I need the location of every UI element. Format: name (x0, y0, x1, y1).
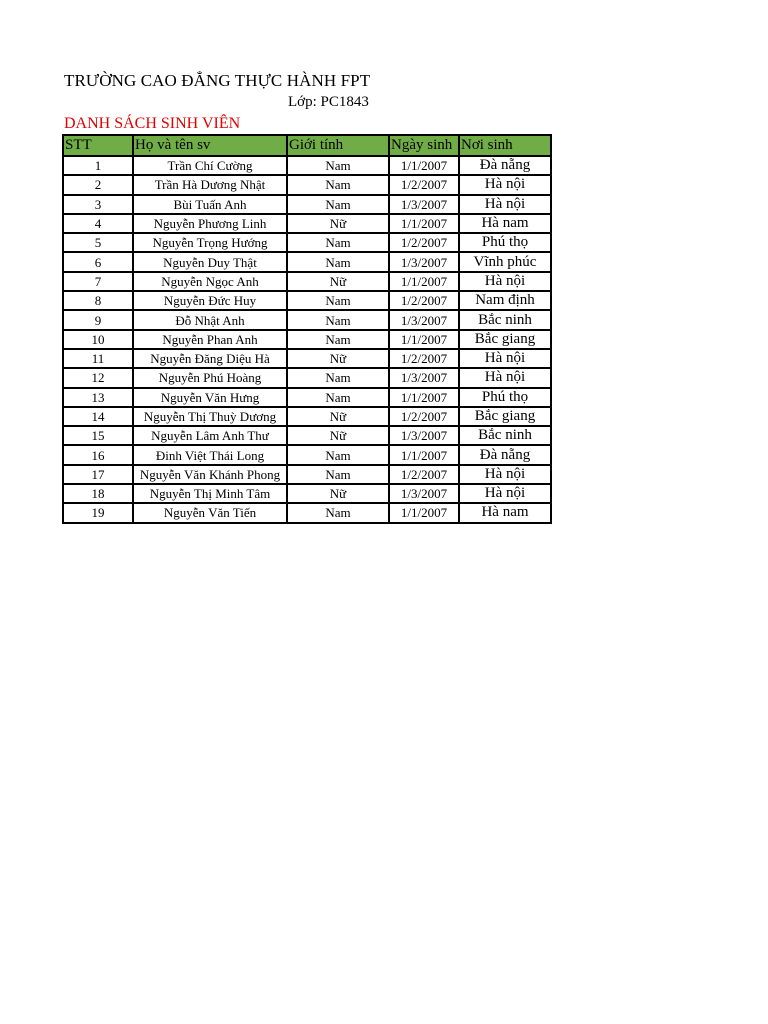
table-row (63, 503, 551, 522)
cell-gender[interactable]: Nam (287, 156, 389, 175)
table-body (63, 156, 551, 523)
table-row (63, 156, 551, 175)
cell-gender[interactable]: Nữ (287, 349, 389, 368)
cell-birthplace[interactable]: Hà nội (459, 272, 551, 291)
cell-birthplace[interactable]: Phú thọ (459, 388, 551, 407)
cell-gender[interactable]: Nam (287, 465, 389, 484)
table-row (63, 484, 551, 503)
table-row (63, 388, 551, 407)
cell-birthplace[interactable]: Bắc giang (459, 330, 551, 349)
cell-name[interactable]: Nguyễn Duy Thật (133, 252, 287, 271)
table-header-row (63, 135, 551, 156)
cell-stt[interactable]: 13 (63, 388, 133, 407)
cell-birthplace[interactable]: Hà nam (459, 503, 551, 522)
list-title: DANH SÁCH SINH VIÊN (64, 115, 241, 132)
cell-gender[interactable]: Nữ (287, 407, 389, 426)
cell-birthplace[interactable]: Đà nẵng (459, 156, 551, 175)
cell-name[interactable]: Nguyễn Văn Khánh Phong (133, 465, 287, 484)
cell-name[interactable]: Bùi Tuấn Anh (133, 195, 287, 214)
cell-stt[interactable]: 1 (63, 156, 133, 175)
cell-stt[interactable]: 4 (63, 214, 133, 233)
cell-birthdate[interactable]: 1/2/2007 (389, 291, 459, 310)
table-row (63, 426, 551, 445)
cell-stt[interactable]: 6 (63, 252, 133, 271)
cell-gender[interactable]: Nữ (287, 214, 389, 233)
cell-birthdate[interactable]: 1/2/2007 (389, 175, 459, 194)
table-row (63, 407, 551, 426)
cell-birthdate[interactable]: 1/2/2007 (389, 233, 459, 252)
cell-gender[interactable]: Nam (287, 368, 389, 387)
cell-birthplace[interactable]: Hà nội (459, 368, 551, 387)
table-row (63, 465, 551, 484)
cell-birthplace[interactable]: Hà nội (459, 484, 551, 503)
header-gender[interactable]: Giới tính (287, 135, 389, 156)
cell-stt[interactable]: 9 (63, 310, 133, 329)
cell-gender[interactable]: Nam (287, 330, 389, 349)
cell-stt[interactable]: 2 (63, 175, 133, 194)
cell-name[interactable]: Đỗ Nhật Anh (133, 310, 287, 329)
cell-gender[interactable]: Nữ (287, 426, 389, 445)
cell-name[interactable]: Nguyễn Ngọc Anh (133, 272, 287, 291)
cell-birthdate[interactable]: 1/3/2007 (389, 426, 459, 445)
cell-stt[interactable]: 5 (63, 233, 133, 252)
cell-stt[interactable]: 12 (63, 368, 133, 387)
cell-stt[interactable]: 10 (63, 330, 133, 349)
cell-birthdate[interactable]: 1/3/2007 (389, 484, 459, 503)
cell-birthdate[interactable]: 1/2/2007 (389, 465, 459, 484)
class-label: Lớp: PC1843 (288, 94, 369, 110)
cell-birthplace[interactable]: Bắc ninh (459, 426, 551, 445)
cell-birthdate[interactable]: 1/1/2007 (389, 156, 459, 175)
cell-stt[interactable]: 17 (63, 465, 133, 484)
cell-stt[interactable]: 19 (63, 503, 133, 522)
cell-birthdate[interactable]: 1/3/2007 (389, 368, 459, 387)
cell-gender[interactable]: Nam (287, 291, 389, 310)
cell-birthdate[interactable]: 1/2/2007 (389, 407, 459, 426)
cell-name[interactable]: Nguyễn Phú Hoàng (133, 368, 287, 387)
cell-birthplace[interactable]: Đà nẵng (459, 445, 551, 464)
cell-name[interactable]: Nguyễn Văn Hưng (133, 388, 287, 407)
header-birthdate[interactable]: Ngày sinh (389, 135, 459, 156)
cell-birthdate[interactable]: 1/3/2007 (389, 310, 459, 329)
cell-gender[interactable]: Nữ (287, 272, 389, 291)
cell-stt[interactable]: 16 (63, 445, 133, 464)
cell-name[interactable]: Nguyễn Thị Minh Tâm (133, 484, 287, 503)
table-row (63, 349, 551, 368)
table-row (63, 233, 551, 252)
cell-birthplace[interactable]: Hà nội (459, 195, 551, 214)
cell-birthplace[interactable]: Hà nội (459, 175, 551, 194)
student-table (62, 134, 552, 524)
cell-name[interactable]: Nguyễn Phương Linh (133, 214, 287, 233)
cell-stt[interactable]: 14 (63, 407, 133, 426)
cell-stt[interactable]: 18 (63, 484, 133, 503)
table-row (63, 175, 551, 194)
table-row (63, 272, 551, 291)
cell-name[interactable]: Nguyễn Phan Anh (133, 330, 287, 349)
cell-birthdate[interactable]: 1/1/2007 (389, 445, 459, 464)
table-row (63, 310, 551, 329)
table-row (63, 291, 551, 310)
cell-name[interactable]: Trần Chí Cường (133, 156, 287, 175)
cell-birthdate[interactable]: 1/1/2007 (389, 388, 459, 407)
cell-birthdate[interactable]: 1/3/2007 (389, 252, 459, 271)
cell-birthdate[interactable]: 1/1/2007 (389, 330, 459, 349)
table-row (63, 330, 551, 349)
cell-gender[interactable]: Nam (287, 195, 389, 214)
table-row (63, 252, 551, 271)
table-row (63, 368, 551, 387)
cell-birthplace[interactable]: Bắc ninh (459, 310, 551, 329)
cell-name[interactable]: Nguyễn Đức Huy (133, 291, 287, 310)
cell-stt[interactable]: 11 (63, 349, 133, 368)
cell-name[interactable]: Nguyễn Đăng Diệu Hà (133, 349, 287, 368)
cell-birthplace[interactable]: Hà nam (459, 214, 551, 233)
cell-stt[interactable]: 15 (63, 426, 133, 445)
cell-birthplace[interactable]: Vĩnh phúc (459, 252, 551, 271)
cell-stt[interactable]: 3 (63, 195, 133, 214)
cell-gender[interactable]: Nữ (287, 484, 389, 503)
cell-name[interactable]: Nguyễn Lâm Anh Thư (133, 426, 287, 445)
cell-birthplace[interactable]: Bắc giang (459, 407, 551, 426)
cell-stt[interactable]: 7 (63, 272, 133, 291)
cell-birthdate[interactable]: 1/1/2007 (389, 214, 459, 233)
school-name: TRƯỜNG CAO ĐẲNG THỰC HÀNH FPT (64, 71, 371, 90)
cell-birthdate[interactable]: 1/2/2007 (389, 349, 459, 368)
cell-gender[interactable]: Nam (287, 175, 389, 194)
table-row (63, 214, 551, 233)
cell-name[interactable]: Nguyễn Văn Tiến (133, 503, 287, 522)
cell-birthplace[interactable]: Phú thọ (459, 233, 551, 252)
cell-gender[interactable]: Nam (287, 252, 389, 271)
header-stt[interactable]: STT (63, 135, 133, 156)
table-row (63, 195, 551, 214)
cell-stt[interactable]: 8 (63, 291, 133, 310)
cell-gender[interactable]: Nam (287, 310, 389, 329)
cell-name[interactable]: Trần Hà Dương Nhật (133, 175, 287, 194)
cell-birthdate[interactable]: 1/1/2007 (389, 503, 459, 522)
cell-gender[interactable]: Nam (287, 233, 389, 252)
cell-name[interactable]: Nguyễn Thị Thuỳ Dương (133, 407, 287, 426)
cell-name[interactable]: Đinh Việt Thái Long (133, 445, 287, 464)
header-name[interactable]: Họ và tên sv (133, 135, 287, 156)
cell-birthplace[interactable]: Hà nội (459, 349, 551, 368)
cell-birthdate[interactable]: 1/1/2007 (389, 272, 459, 291)
cell-birthdate[interactable]: 1/3/2007 (389, 195, 459, 214)
cell-gender[interactable]: Nam (287, 445, 389, 464)
table-row (63, 445, 551, 464)
cell-gender[interactable]: Nam (287, 503, 389, 522)
cell-gender[interactable]: Nam (287, 388, 389, 407)
cell-birthplace[interactable]: Nam định (459, 291, 551, 310)
cell-name[interactable]: Nguyễn Trọng Hướng (133, 233, 287, 252)
cell-birthplace[interactable]: Hà nội (459, 465, 551, 484)
header-birthplace[interactable]: Nơi sinh (459, 135, 551, 156)
